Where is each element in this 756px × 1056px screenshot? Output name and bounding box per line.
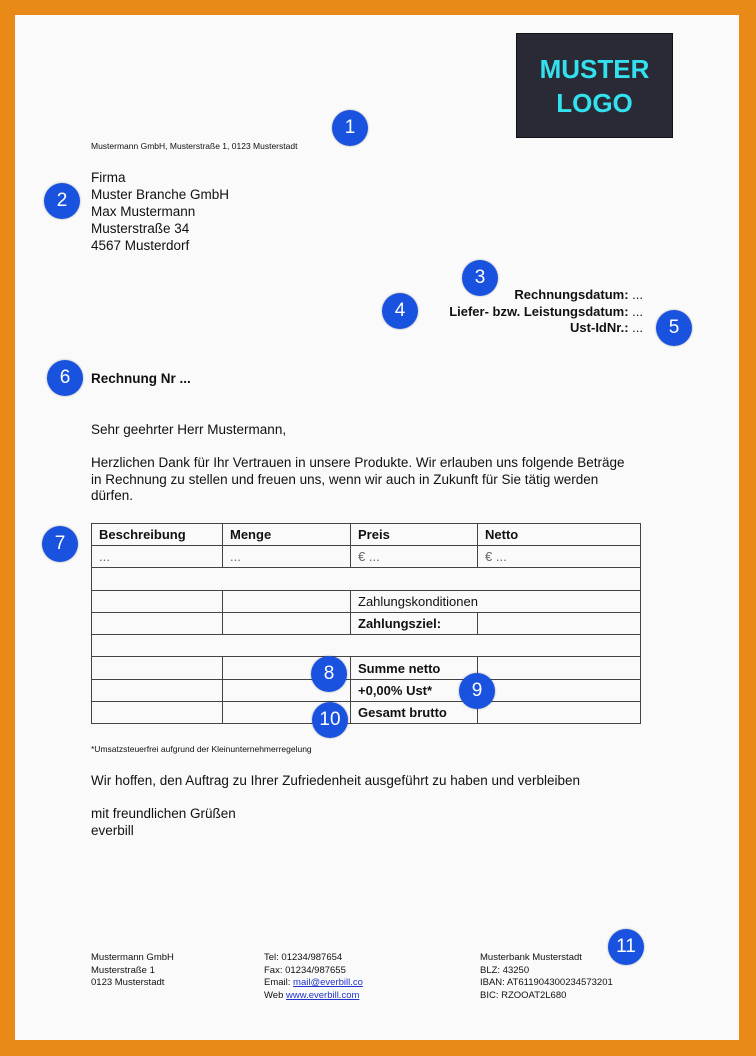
table-row xyxy=(92,590,641,612)
table-cell xyxy=(478,657,641,679)
footer-line: 0123 Musterstadt xyxy=(91,977,165,988)
badge-10: 10 xyxy=(312,702,348,738)
badge-8: 8 xyxy=(311,656,347,692)
invoice-date-label: Rechnungsdatum: xyxy=(514,287,629,302)
table-cell xyxy=(92,612,223,634)
table-cell: ... xyxy=(223,546,351,568)
table-cell: € ... xyxy=(478,546,641,568)
footer-web-label: Web xyxy=(264,989,287,1001)
table-cell xyxy=(92,590,223,612)
table-cell xyxy=(478,612,641,634)
table-cell xyxy=(92,702,223,724)
table-cell xyxy=(92,679,223,701)
footer-web xyxy=(264,990,363,1003)
badge-1: 1 xyxy=(332,110,368,146)
table-cell xyxy=(478,679,641,701)
recipient-line: Muster Branche GmbH xyxy=(91,187,230,202)
footer-line: Musterbank Musterstadt xyxy=(480,952,582,963)
gross-total-label: Gesamt brutto xyxy=(351,702,478,724)
table-cell: € ... xyxy=(351,546,478,568)
sender-line: Mustermann GmbH, Musterstraße 1, 0123 Musterstadt xyxy=(91,141,298,151)
vat-id-label: Ust-IdNr.: xyxy=(570,320,629,335)
table-cell xyxy=(223,590,351,612)
delivery-date xyxy=(449,304,643,321)
recipient-line: 4567 Musterdorf xyxy=(91,238,190,253)
table-row xyxy=(92,702,641,724)
badge-3: 3 xyxy=(462,260,498,296)
table-cell xyxy=(478,702,641,724)
badge-9: 9 xyxy=(459,673,495,709)
badge-7: 7 xyxy=(42,526,78,562)
recipient-address xyxy=(91,169,229,254)
invoice-number: Rechnung Nr ... xyxy=(91,371,191,386)
footer-tel: Tel: 01234/987654 xyxy=(264,952,343,963)
table-header: Beschreibung xyxy=(92,524,223,546)
badge-6: 6 xyxy=(47,360,83,396)
net-sum-label: Summe netto xyxy=(351,657,478,679)
footer-bank xyxy=(480,952,613,1002)
signature: everbill xyxy=(91,823,134,838)
footnote: *Umsatzsteuerfrei aufgrund der Kleinunternehmerregelung xyxy=(91,744,312,754)
muster-logo xyxy=(516,33,673,138)
vat-label: +0,00% Ust* xyxy=(351,679,478,701)
footer-fax: Fax: 01234/987655 xyxy=(264,964,346,976)
intro-paragraph: Herzlichen Dank für Ihr Vertrauen in unsere Produkte. Wir erlauben uns folgende Beträge in Rechnung zu stellen und freuen uns, wenn wir auch in Zukunft für Sie tätig werden dürfen. xyxy=(91,455,625,503)
table-row xyxy=(92,657,641,679)
greeting: mit freundlichen Grüßen xyxy=(91,806,236,821)
table-cell: ... xyxy=(92,546,223,568)
web-link[interactable]: www.everbill.com xyxy=(286,989,360,1001)
table-cell xyxy=(223,612,351,634)
recipient-line: Firma xyxy=(91,170,126,185)
logo-line-1: MUSTER xyxy=(539,53,650,84)
recipient-line: Musterstraße 34 xyxy=(91,221,190,236)
footer-line: Musterstraße 1 xyxy=(91,964,155,976)
email-link[interactable]: mail@everbill.co xyxy=(293,977,363,988)
table-row xyxy=(92,546,641,568)
footer-line: Mustermann GmbH xyxy=(91,952,174,963)
closing-text: Wir hoffen, den Auftrag zu Ihrer Zufriedenheit ausgeführt zu haben und verbleiben xyxy=(91,773,581,788)
delivery-date-value: ... xyxy=(628,303,643,319)
table-header: Netto xyxy=(478,524,641,546)
salutation: Sehr geehrter Herr Mustermann, xyxy=(91,422,287,437)
logo-line-2: LOGO xyxy=(556,87,633,118)
invoice-date-value: ... xyxy=(628,287,643,302)
table-row xyxy=(92,568,641,590)
footer-line: IBAN: AT611904300234573201 xyxy=(480,977,613,988)
vat-id-value: ... xyxy=(628,320,643,335)
payment-conditions: Zahlungskonditionen xyxy=(351,590,641,612)
badge-5: 5 xyxy=(656,310,692,346)
badge-11: 11 xyxy=(608,929,644,965)
payment-due-label: Zahlungsziel: xyxy=(351,612,478,634)
badge-4: 4 xyxy=(382,293,418,329)
footer-email-label: Email: xyxy=(264,977,294,988)
footer-email xyxy=(264,977,363,990)
table-cell xyxy=(92,635,641,657)
footer-contact xyxy=(264,952,363,1002)
table-cell xyxy=(92,657,223,679)
vat-id xyxy=(449,320,643,337)
table-row xyxy=(92,679,641,701)
badge-2: 2 xyxy=(44,183,80,219)
table-header: Menge xyxy=(223,524,351,546)
table-header-row xyxy=(92,524,641,546)
recipient-line: Max Mustermann xyxy=(91,204,196,219)
table-row xyxy=(92,612,641,634)
footer-line: BLZ: 43250 xyxy=(480,964,530,976)
footer-company xyxy=(91,952,174,990)
invoice-table xyxy=(91,523,641,724)
table-cell xyxy=(92,568,641,590)
table-header: Preis xyxy=(351,524,478,546)
footer-line: BIC: RZOOAT2L680 xyxy=(480,989,567,1001)
invoice-page xyxy=(15,15,739,1040)
delivery-date-label: Liefer- bzw. Leistungsdatum: xyxy=(449,303,629,319)
table-row xyxy=(92,635,641,657)
